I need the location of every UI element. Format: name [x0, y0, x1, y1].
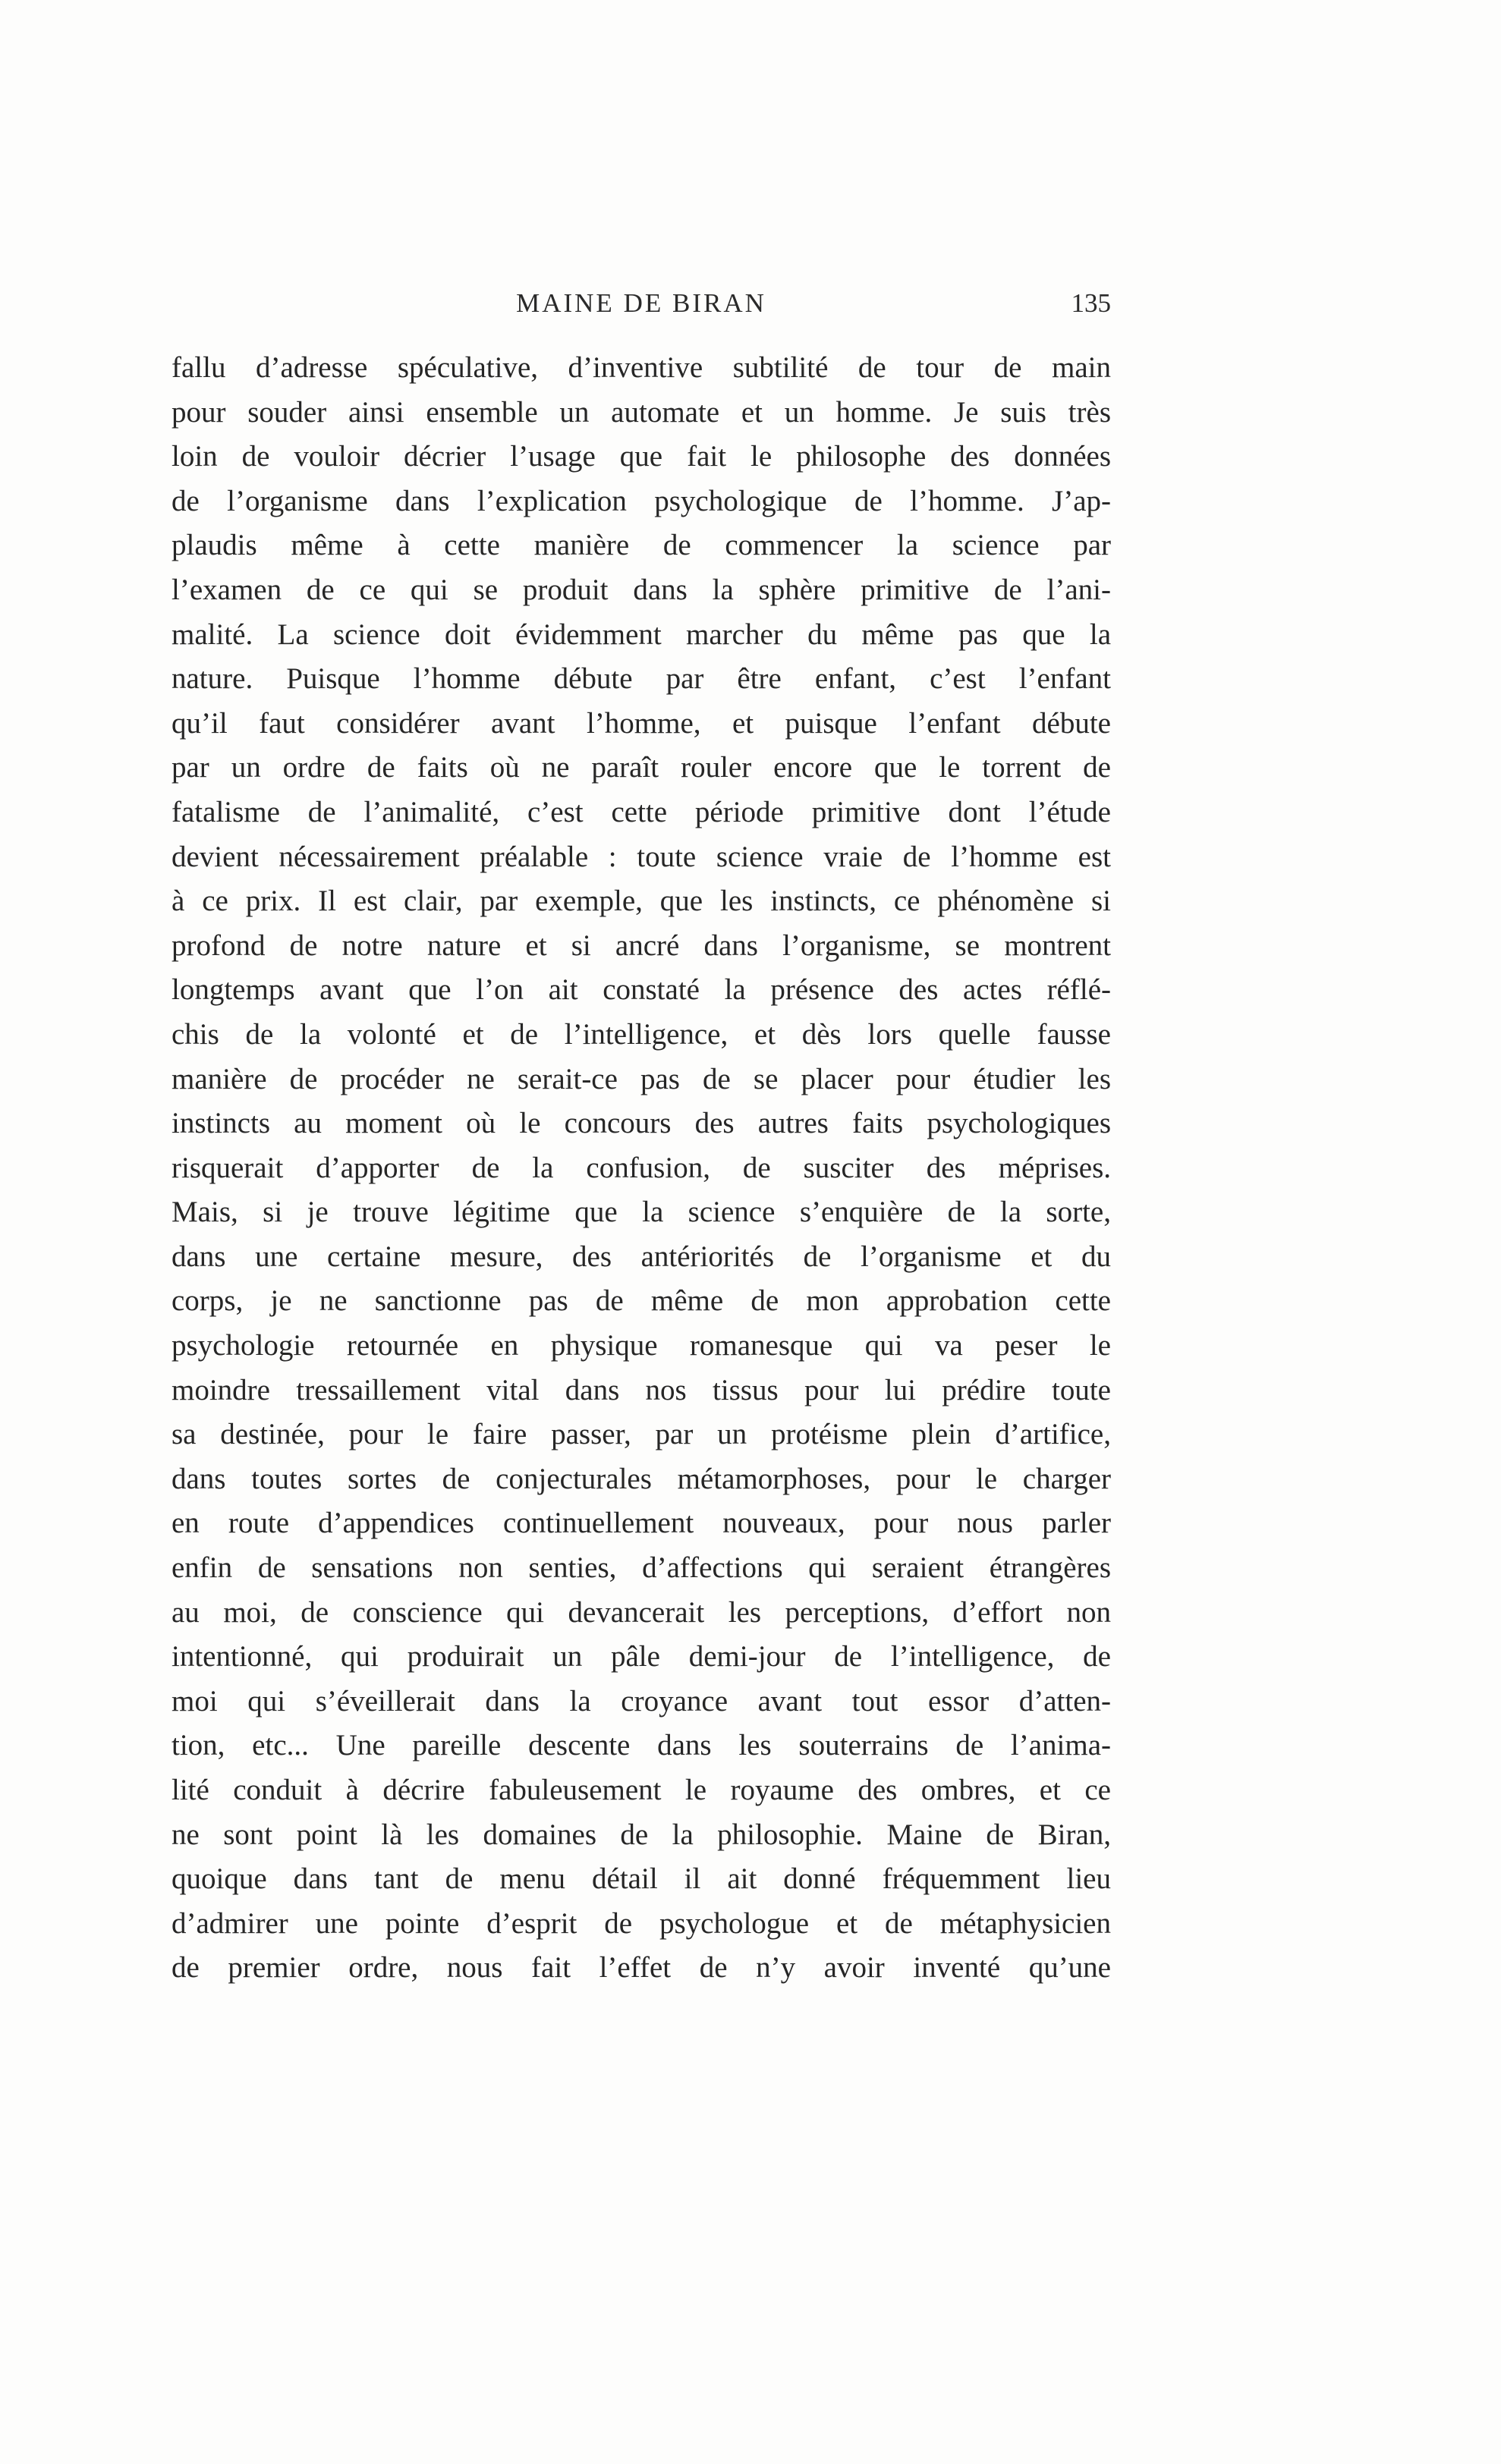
page-number: 135 — [1071, 288, 1111, 318]
text-line: quoique dans tant de menu détail il ait donné fréquemment lieu — [171, 1862, 1111, 1896]
text-line: chis de la volonté et de l’intelligence, et dès lors quelle fausse — [171, 1017, 1111, 1051]
text-line: loin de vouloir décrier l’usage que fait le philosophe des données — [171, 440, 1111, 473]
text-line: fatalisme de l’animalité, c’est cette période primitive dont l’étude — [171, 795, 1111, 828]
text-line: moindre tressaillement vital dans nos tissus pour lui prédire toute — [171, 1373, 1111, 1406]
text-line: dans toutes sortes de conjecturales métamorphoses, pour le charger — [171, 1462, 1111, 1495]
text-line: profond de notre nature et si ancré dans l’organisme, se montrent — [171, 929, 1111, 962]
text-line: de l’organisme dans l’explication psychologique de l’homme. J’ap- — [171, 484, 1111, 517]
text-line: intentionné, qui produirait un pâle demi-jour de l’intelligence, de — [171, 1640, 1111, 1674]
text-line: qu’il faut considérer avant l’homme, et puisque l’enfant débute — [171, 706, 1111, 740]
text-line: manière de procéder ne serait-ce pas de se placer pour étudier les — [171, 1062, 1111, 1095]
text-line: lité conduit à décrire fabuleusement le royaume des ombres, et ce — [171, 1774, 1111, 1806]
text-line: l’examen de ce qui se produit dans la sphère primitive de l’ani- — [171, 573, 1111, 606]
text-line: psychologie retournée en physique romanesque qui va peser le — [171, 1329, 1111, 1362]
text-line: dans une certaine mesure, des antériorités de l’organisme et du — [171, 1240, 1111, 1273]
text-line: d’admirer une pointe d’esprit de psychologue et de métaphysicien — [171, 1906, 1111, 1940]
text-line: moi qui s’éveillerait dans la croyance avant tout essor d’atten- — [171, 1684, 1111, 1718]
text-line: longtemps avant que l’on ait constaté la présence des actes réflé- — [171, 973, 1111, 1007]
text-line: instincts au moment où le concours des autres faits psychologiques — [171, 1107, 1111, 1140]
text-line: nature. Puisque l’homme débute par être enfant, c’est l’enfant — [171, 662, 1111, 696]
text-line: plaudis même à cette manière de commencer la science par — [171, 529, 1111, 562]
text-line: de premier ordre, nous fait l’effet de n’y avoir inventé qu’une — [171, 1951, 1111, 1985]
text-line: Mais, si je trouve légitime que la science s’enquière de la sorte, — [171, 1196, 1111, 1229]
text-line: fallu d’adresse spéculative, d’inventive subtilité de tour de main — [171, 351, 1111, 384]
text-line: pour souder ainsi ensemble un automate et un homme. Je suis très — [171, 395, 1111, 429]
text-line: corps, je ne sanctionne pas de même de mon approbation cette — [171, 1284, 1111, 1318]
text-line: devient nécessairement préalable : toute science vraie de l’homme est — [171, 840, 1111, 873]
text-line: au moi, de conscience qui devancerait les perceptions, d’effort non — [171, 1595, 1111, 1629]
running-head — [171, 288, 1111, 331]
text-line: malité. La science doit évidemment marcher du même pas que la — [171, 618, 1111, 651]
text-line: ne sont point là les domaines de la philosophie. Maine de Biran, — [171, 1818, 1111, 1851]
text-line: enfin de sensations non senties, d’affections qui seraient étrangères — [171, 1551, 1111, 1585]
running-title: MAINE DE BIRAN — [516, 288, 766, 318]
text-line: en route d’appendices continuellement nouveaux, pour nous parler — [171, 1507, 1111, 1540]
text-line: tion, etc... Une pareille descente dans les souterrains de l’anima- — [171, 1729, 1111, 1762]
body-text — [171, 346, 1111, 1991]
text-line: risquerait d’apporter de la confusion, de susciter des méprises. — [171, 1151, 1111, 1184]
text-line: à ce prix. Il est clair, par exemple, que les instincts, ce phénomène si — [171, 885, 1111, 918]
text-line: sa destinée, pour le faire passer, par un protéisme plein d’artifice, — [171, 1418, 1111, 1451]
text-line: par un ordre de faits où ne paraît rouler encore que le torrent de — [171, 751, 1111, 784]
